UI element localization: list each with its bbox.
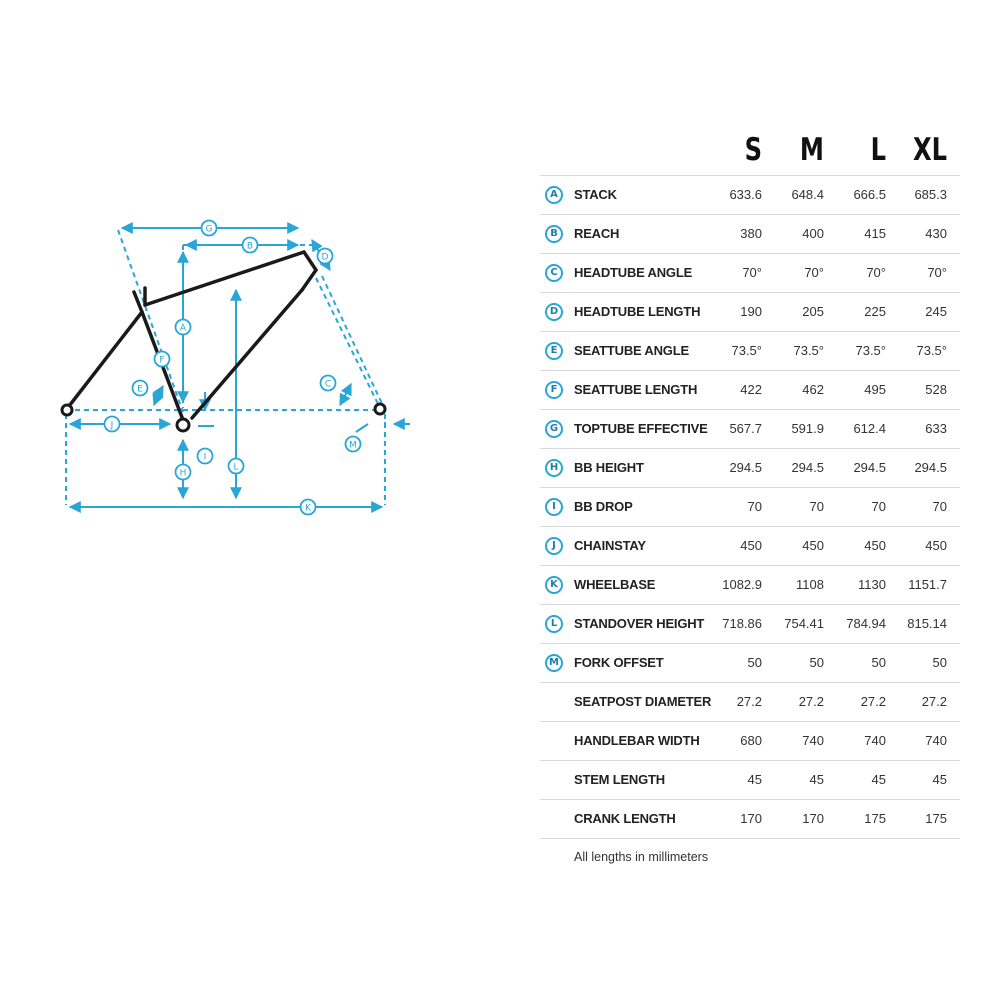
row-value-l: 73.5° xyxy=(855,343,886,358)
row-value-l: 70° xyxy=(866,265,886,280)
row-value-m: 754.41 xyxy=(784,616,824,631)
table-row xyxy=(540,214,960,253)
row-value-xl: 70° xyxy=(927,265,947,280)
row-value-s: 294.5 xyxy=(729,460,762,475)
row-badge: K xyxy=(545,576,563,594)
row-value-l: 27.2 xyxy=(860,694,886,709)
row-value-xl: 294.5 xyxy=(914,460,947,475)
table-footnote: All lengths in millimeters xyxy=(574,850,709,864)
row-value-m: 294.5 xyxy=(791,460,824,475)
row-value-m: 1108 xyxy=(796,577,824,592)
size-header-xl: XL xyxy=(912,132,947,168)
row-value-m: 591.9 xyxy=(791,421,824,436)
row-badge: M xyxy=(545,654,563,672)
svg-text:E: E xyxy=(137,384,143,395)
table-row xyxy=(540,604,960,643)
row-value-m: 73.5° xyxy=(793,343,824,358)
row-value-l: 45 xyxy=(871,772,886,787)
row-value-s: 567.7 xyxy=(729,421,762,436)
svg-text:G: G xyxy=(205,224,213,235)
row-value-l: 175 xyxy=(864,811,886,826)
row-value-m: 205 xyxy=(802,304,824,319)
diagram-badge-g xyxy=(202,221,217,236)
dim-e-arc xyxy=(154,386,163,405)
row-value-s: 633.6 xyxy=(729,187,762,202)
row-value-xl: 528 xyxy=(925,382,947,397)
row-value-xl: 50 xyxy=(932,655,947,670)
diagram-badge-i xyxy=(198,449,213,464)
rear-axle xyxy=(62,405,72,415)
table-row xyxy=(540,253,960,292)
row-value-m: 450 xyxy=(802,538,824,553)
row-value-s: 1082.9 xyxy=(722,577,762,592)
row-label: CRANK LENGTH xyxy=(574,811,676,826)
row-value-xl: 450 xyxy=(925,538,947,553)
row-badge: D xyxy=(545,303,563,321)
svg-text:L: L xyxy=(233,462,239,473)
row-value-xl: 685.3 xyxy=(914,187,947,202)
row-value-xl: 430 xyxy=(925,226,947,241)
reference-lines xyxy=(66,230,385,505)
row-value-s: 70 xyxy=(747,499,762,514)
row-value-s: 70° xyxy=(742,265,762,280)
row-value-m: 45 xyxy=(809,772,824,787)
diagram-badge-f xyxy=(155,352,170,367)
table-row xyxy=(540,682,960,721)
row-value-m: 400 xyxy=(802,226,824,241)
row-badge: F xyxy=(545,381,563,399)
row-value-l: 784.94 xyxy=(846,616,886,631)
row-value-m: 462 xyxy=(802,382,824,397)
bottom-bracket xyxy=(177,419,189,431)
table-row xyxy=(540,370,960,409)
row-value-s: 190 xyxy=(740,304,762,319)
row-label: SEATPOST DIAMETER xyxy=(574,694,712,709)
table-row xyxy=(540,175,960,214)
row-value-xl: 633 xyxy=(925,421,947,436)
row-label: SEATTUBE LENGTH xyxy=(574,382,698,397)
row-value-s: 380 xyxy=(740,226,762,241)
svg-text:M: M xyxy=(349,440,357,451)
svg-text:H: H xyxy=(179,468,187,479)
row-label: STANDOVER HEIGHT xyxy=(574,616,705,631)
size-header-m: M xyxy=(799,132,824,168)
row-badge: E xyxy=(545,342,563,360)
svg-text:K: K xyxy=(305,503,311,514)
row-value-l: 612.4 xyxy=(853,421,886,436)
table-row xyxy=(540,799,960,839)
size-header-l: L xyxy=(870,132,886,168)
diagram-badge-a xyxy=(176,320,191,335)
row-value-s: 422 xyxy=(740,382,762,397)
diagram-badge-c xyxy=(321,376,336,391)
table-row xyxy=(540,292,960,331)
row-value-xl: 70 xyxy=(932,499,947,514)
row-value-xl: 740 xyxy=(925,733,947,748)
row-value-xl: 73.5° xyxy=(916,343,947,358)
table-row xyxy=(540,409,960,448)
table-row xyxy=(540,565,960,604)
row-value-s: 45 xyxy=(747,772,762,787)
row-label: STEM LENGTH xyxy=(574,772,665,787)
row-value-l: 450 xyxy=(864,538,886,553)
row-value-s: 718.86 xyxy=(722,616,762,631)
bike-frame xyxy=(66,252,316,420)
row-value-s: 170 xyxy=(740,811,762,826)
diagram-badge-e xyxy=(133,381,148,396)
row-label: FORK OFFSET xyxy=(574,655,664,670)
row-value-l: 1130 xyxy=(858,577,886,592)
diagram-badge-h xyxy=(176,465,191,480)
row-value-l: 666.5 xyxy=(853,187,886,202)
row-value-l: 495 xyxy=(864,382,886,397)
dim-m-leader xyxy=(356,424,368,432)
row-badge: I xyxy=(545,498,563,516)
size-header-row xyxy=(540,120,960,175)
row-value-m: 27.2 xyxy=(798,694,824,709)
row-label: HEADTUBE LENGTH xyxy=(574,304,701,319)
diagram-badge-l xyxy=(229,459,244,474)
row-value-l: 225 xyxy=(864,304,886,319)
row-value-m: 648.4 xyxy=(791,187,824,202)
geometry-rows xyxy=(540,175,960,839)
svg-text:I: I xyxy=(203,452,207,463)
row-label: SEATTUBE ANGLE xyxy=(574,343,689,358)
table-row xyxy=(540,643,960,682)
row-badge: B xyxy=(545,225,563,243)
row-label: STACK xyxy=(574,187,617,202)
row-badge: L xyxy=(545,615,563,633)
row-label: CHAINSTAY xyxy=(574,538,646,553)
diagram-badge-j xyxy=(105,417,120,432)
row-value-s: 73.5° xyxy=(731,343,762,358)
front-axle xyxy=(375,404,385,414)
row-value-xl: 1151.7 xyxy=(908,577,947,592)
size-header-s: S xyxy=(744,132,762,168)
row-value-s: 27.2 xyxy=(736,694,762,709)
row-label: WHEELBASE xyxy=(574,577,656,592)
row-value-l: 740 xyxy=(864,733,886,748)
row-value-s: 50 xyxy=(747,655,762,670)
row-badge: A xyxy=(545,186,563,204)
row-label: BB HEIGHT xyxy=(574,460,644,475)
row-value-m: 70° xyxy=(804,265,824,280)
dim-c-arc xyxy=(340,384,351,405)
row-value-xl: 45 xyxy=(932,772,947,787)
diagram-badge-m xyxy=(346,437,361,452)
row-value-l: 415 xyxy=(864,226,886,241)
row-value-m: 740 xyxy=(802,733,824,748)
row-value-l: 70 xyxy=(871,499,886,514)
svg-text:A: A xyxy=(179,323,187,334)
diagram-badge-k xyxy=(301,500,316,515)
table-row xyxy=(540,526,960,565)
row-value-s: 680 xyxy=(740,733,762,748)
diagram-badge-d xyxy=(318,249,333,264)
svg-text:B: B xyxy=(246,241,254,252)
table-row xyxy=(540,760,960,799)
row-value-s: 450 xyxy=(740,538,762,553)
row-label: REACH xyxy=(574,226,620,241)
table-row xyxy=(540,721,960,760)
svg-text:C: C xyxy=(324,379,332,390)
row-value-m: 50 xyxy=(809,655,824,670)
row-badge: C xyxy=(545,264,563,282)
diagram-badges xyxy=(105,221,361,515)
row-label: HANDLEBAR WIDTH xyxy=(574,733,700,748)
row-label: HEADTUBE ANGLE xyxy=(574,265,693,280)
svg-text:D: D xyxy=(321,252,329,263)
row-value-l: 294.5 xyxy=(853,460,886,475)
table-row xyxy=(540,448,960,487)
row-value-m: 170 xyxy=(802,811,824,826)
diagram-badge-b xyxy=(243,238,258,253)
geometry-table xyxy=(540,120,960,839)
row-badge: G xyxy=(545,420,563,438)
table-row xyxy=(540,331,960,370)
row-label: TOPTUBE EFFECTIVE xyxy=(574,421,708,436)
row-value-m: 70 xyxy=(809,499,824,514)
svg-text:J: J xyxy=(110,420,114,431)
row-badge: J xyxy=(545,537,563,555)
row-badge: H xyxy=(545,459,563,477)
table-row xyxy=(540,487,960,526)
row-value-xl: 175 xyxy=(925,811,947,826)
row-value-xl: 245 xyxy=(925,304,947,319)
row-value-xl: 815.14 xyxy=(907,616,947,631)
row-value-xl: 27.2 xyxy=(921,694,947,709)
row-value-l: 50 xyxy=(871,655,886,670)
svg-text:F: F xyxy=(159,355,165,366)
row-label: BB DROP xyxy=(574,499,633,514)
